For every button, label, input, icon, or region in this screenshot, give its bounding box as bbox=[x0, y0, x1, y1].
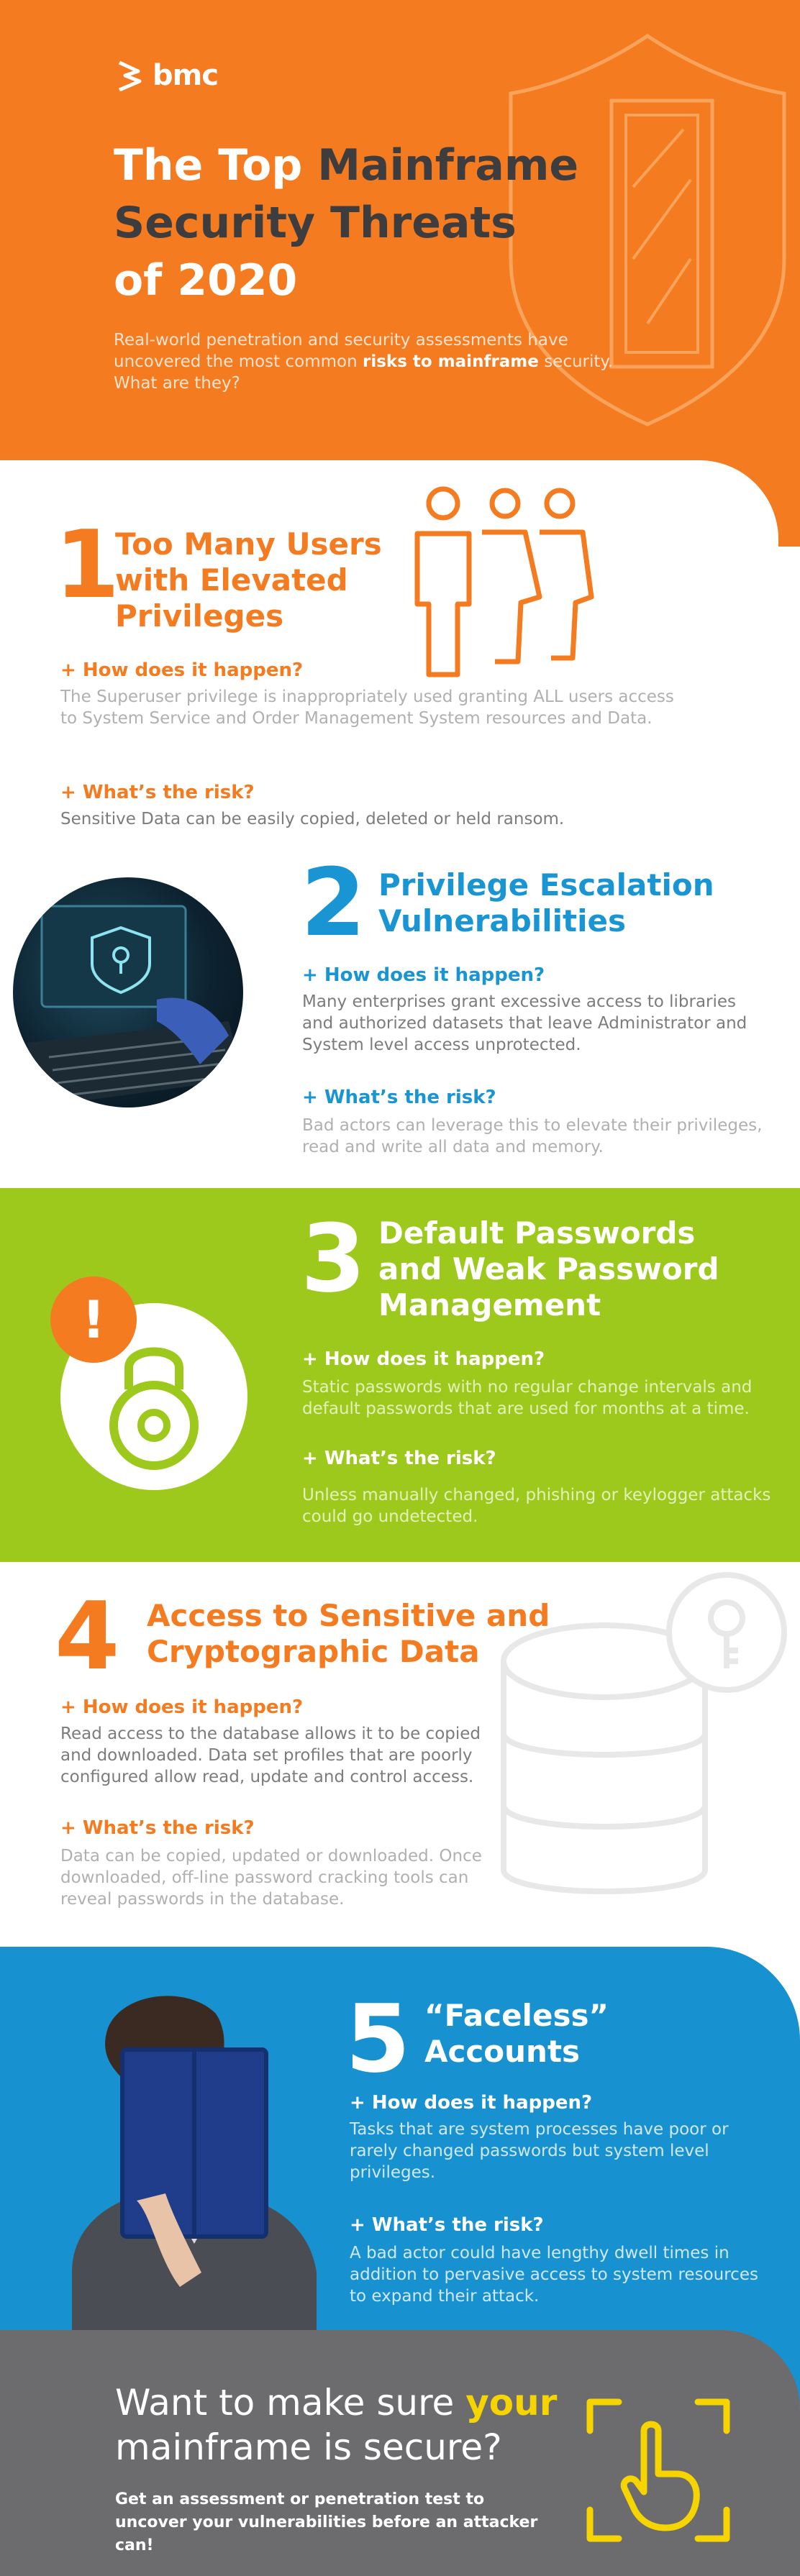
intro-bold: risks to mainframe bbox=[362, 352, 539, 371]
users-icon bbox=[403, 482, 604, 683]
section-4-answer-2: Data can be copied, updated or downloaded. Once downloaded, off-line password cracking tools can reveal passwords in the database. bbox=[60, 1847, 482, 1909]
section-5-answer-2: A bad actor could have lengthy dwell times in addition to pervasive access to system resources to expand their attack. bbox=[350, 2244, 758, 2306]
cta-subtitle: Get an assessment or penetration test to uncover your vulnerabilities before an attacker can! bbox=[115, 2490, 538, 2554]
section-3-answer-2: Unless manually changed, phishing or keylogger attacks could go undetected. bbox=[302, 1486, 771, 1526]
touch-target-icon bbox=[583, 2395, 734, 2546]
cta-title-bold: your bbox=[465, 2382, 558, 2424]
section-2-answer-1: Many enterprises grant excessive access to libraries and authorized datasets that leave Administrator and System level access unprotected. bbox=[302, 992, 747, 1054]
section-1-question-2: + What’s the risk? bbox=[60, 782, 255, 803]
section-2-title: Privilege Escalation Vulnerabilities bbox=[378, 867, 714, 938]
section-1-answer-1: The Superuser privilege is inappropriately used granting ALL users access to System Service and Order Management System resources and Data. bbox=[60, 688, 674, 728]
bmc-logo-mark-icon bbox=[114, 60, 145, 91]
section-5-answer-1: Tasks that are system processes have poor or rarely changed passwords but system level privileges. bbox=[350, 2120, 729, 2182]
alert-icon: ! bbox=[81, 1289, 106, 1350]
section-3-number: 3 bbox=[301, 1204, 366, 1313]
laptop-lock-icon bbox=[13, 877, 243, 1107]
section-1-title: Too Many Users with Elevated Privileges bbox=[115, 526, 382, 634]
title-part-2: Mainframe bbox=[317, 140, 579, 191]
section-1-number: 1 bbox=[55, 510, 120, 619]
section-2-answer-2: Bad actors can leverage this to elevate their privileges, read and write all data and memory. bbox=[302, 1116, 763, 1156]
page-title bbox=[114, 137, 617, 309]
section-5-title: “Faceless” Accounts bbox=[424, 1998, 609, 2069]
title-part-3: Security Threats bbox=[114, 198, 517, 248]
section-2-question-2: + What’s the risk? bbox=[302, 1087, 496, 1108]
cta-title bbox=[115, 2380, 604, 2470]
section-4-question-1: + How does it happen? bbox=[60, 1696, 304, 1718]
section-4-number: 4 bbox=[55, 1581, 120, 1691]
bmc-logo[interactable] bbox=[114, 59, 218, 92]
title-part-1: The Top bbox=[114, 140, 318, 191]
section-4-title: Access to Sensitive and Cryptographic Data bbox=[147, 1598, 550, 1669]
section-3-question-1: + How does it happen? bbox=[302, 1348, 545, 1370]
hacker-laptop-photo bbox=[13, 877, 243, 1107]
person-with-book-illustration bbox=[43, 1985, 345, 2388]
intro-part-a: Real-world penetration and security assessments have uncovered the most common bbox=[114, 331, 568, 371]
intro-text bbox=[114, 329, 617, 394]
section-1-question-1: + How does it happen? bbox=[60, 659, 304, 681]
section-5-number: 5 bbox=[345, 1984, 411, 2093]
title-part-4: of 2020 bbox=[114, 255, 298, 306]
section-2-question-1: + How does it happen? bbox=[302, 964, 545, 986]
section-5-question-2: + What’s the risk? bbox=[350, 2214, 544, 2236]
cta-title-part-b: mainframe is secure? bbox=[115, 2426, 502, 2468]
section-1-answer-2: Sensitive Data can be easily copied, deleted or held ransom. bbox=[60, 810, 565, 828]
cta-title-part-a: Want to make sure bbox=[115, 2382, 466, 2424]
section-2-number: 2 bbox=[301, 848, 366, 957]
logo-text: bmc bbox=[153, 59, 219, 92]
alert-badge bbox=[50, 1276, 137, 1363]
section-3-answer-1: Static passwords with no regular change intervals and default passwords that are used for months at a time. bbox=[302, 1378, 753, 1418]
section-4-question-2: + What’s the risk? bbox=[60, 1817, 255, 1839]
section-3-question-2: + What’s the risk? bbox=[302, 1448, 496, 1469]
intro-part-b: security. What are they? bbox=[114, 352, 614, 393]
section-5-question-1: + How does it happen? bbox=[350, 2092, 593, 2114]
section-3-title: Default Passwords and Weak Password Management bbox=[378, 1215, 719, 1323]
section-4-answer-1: Read access to the database allows it to be copied and downloaded. Data set profiles that are poorly configured allow read, update and control access. bbox=[60, 1725, 481, 1786]
